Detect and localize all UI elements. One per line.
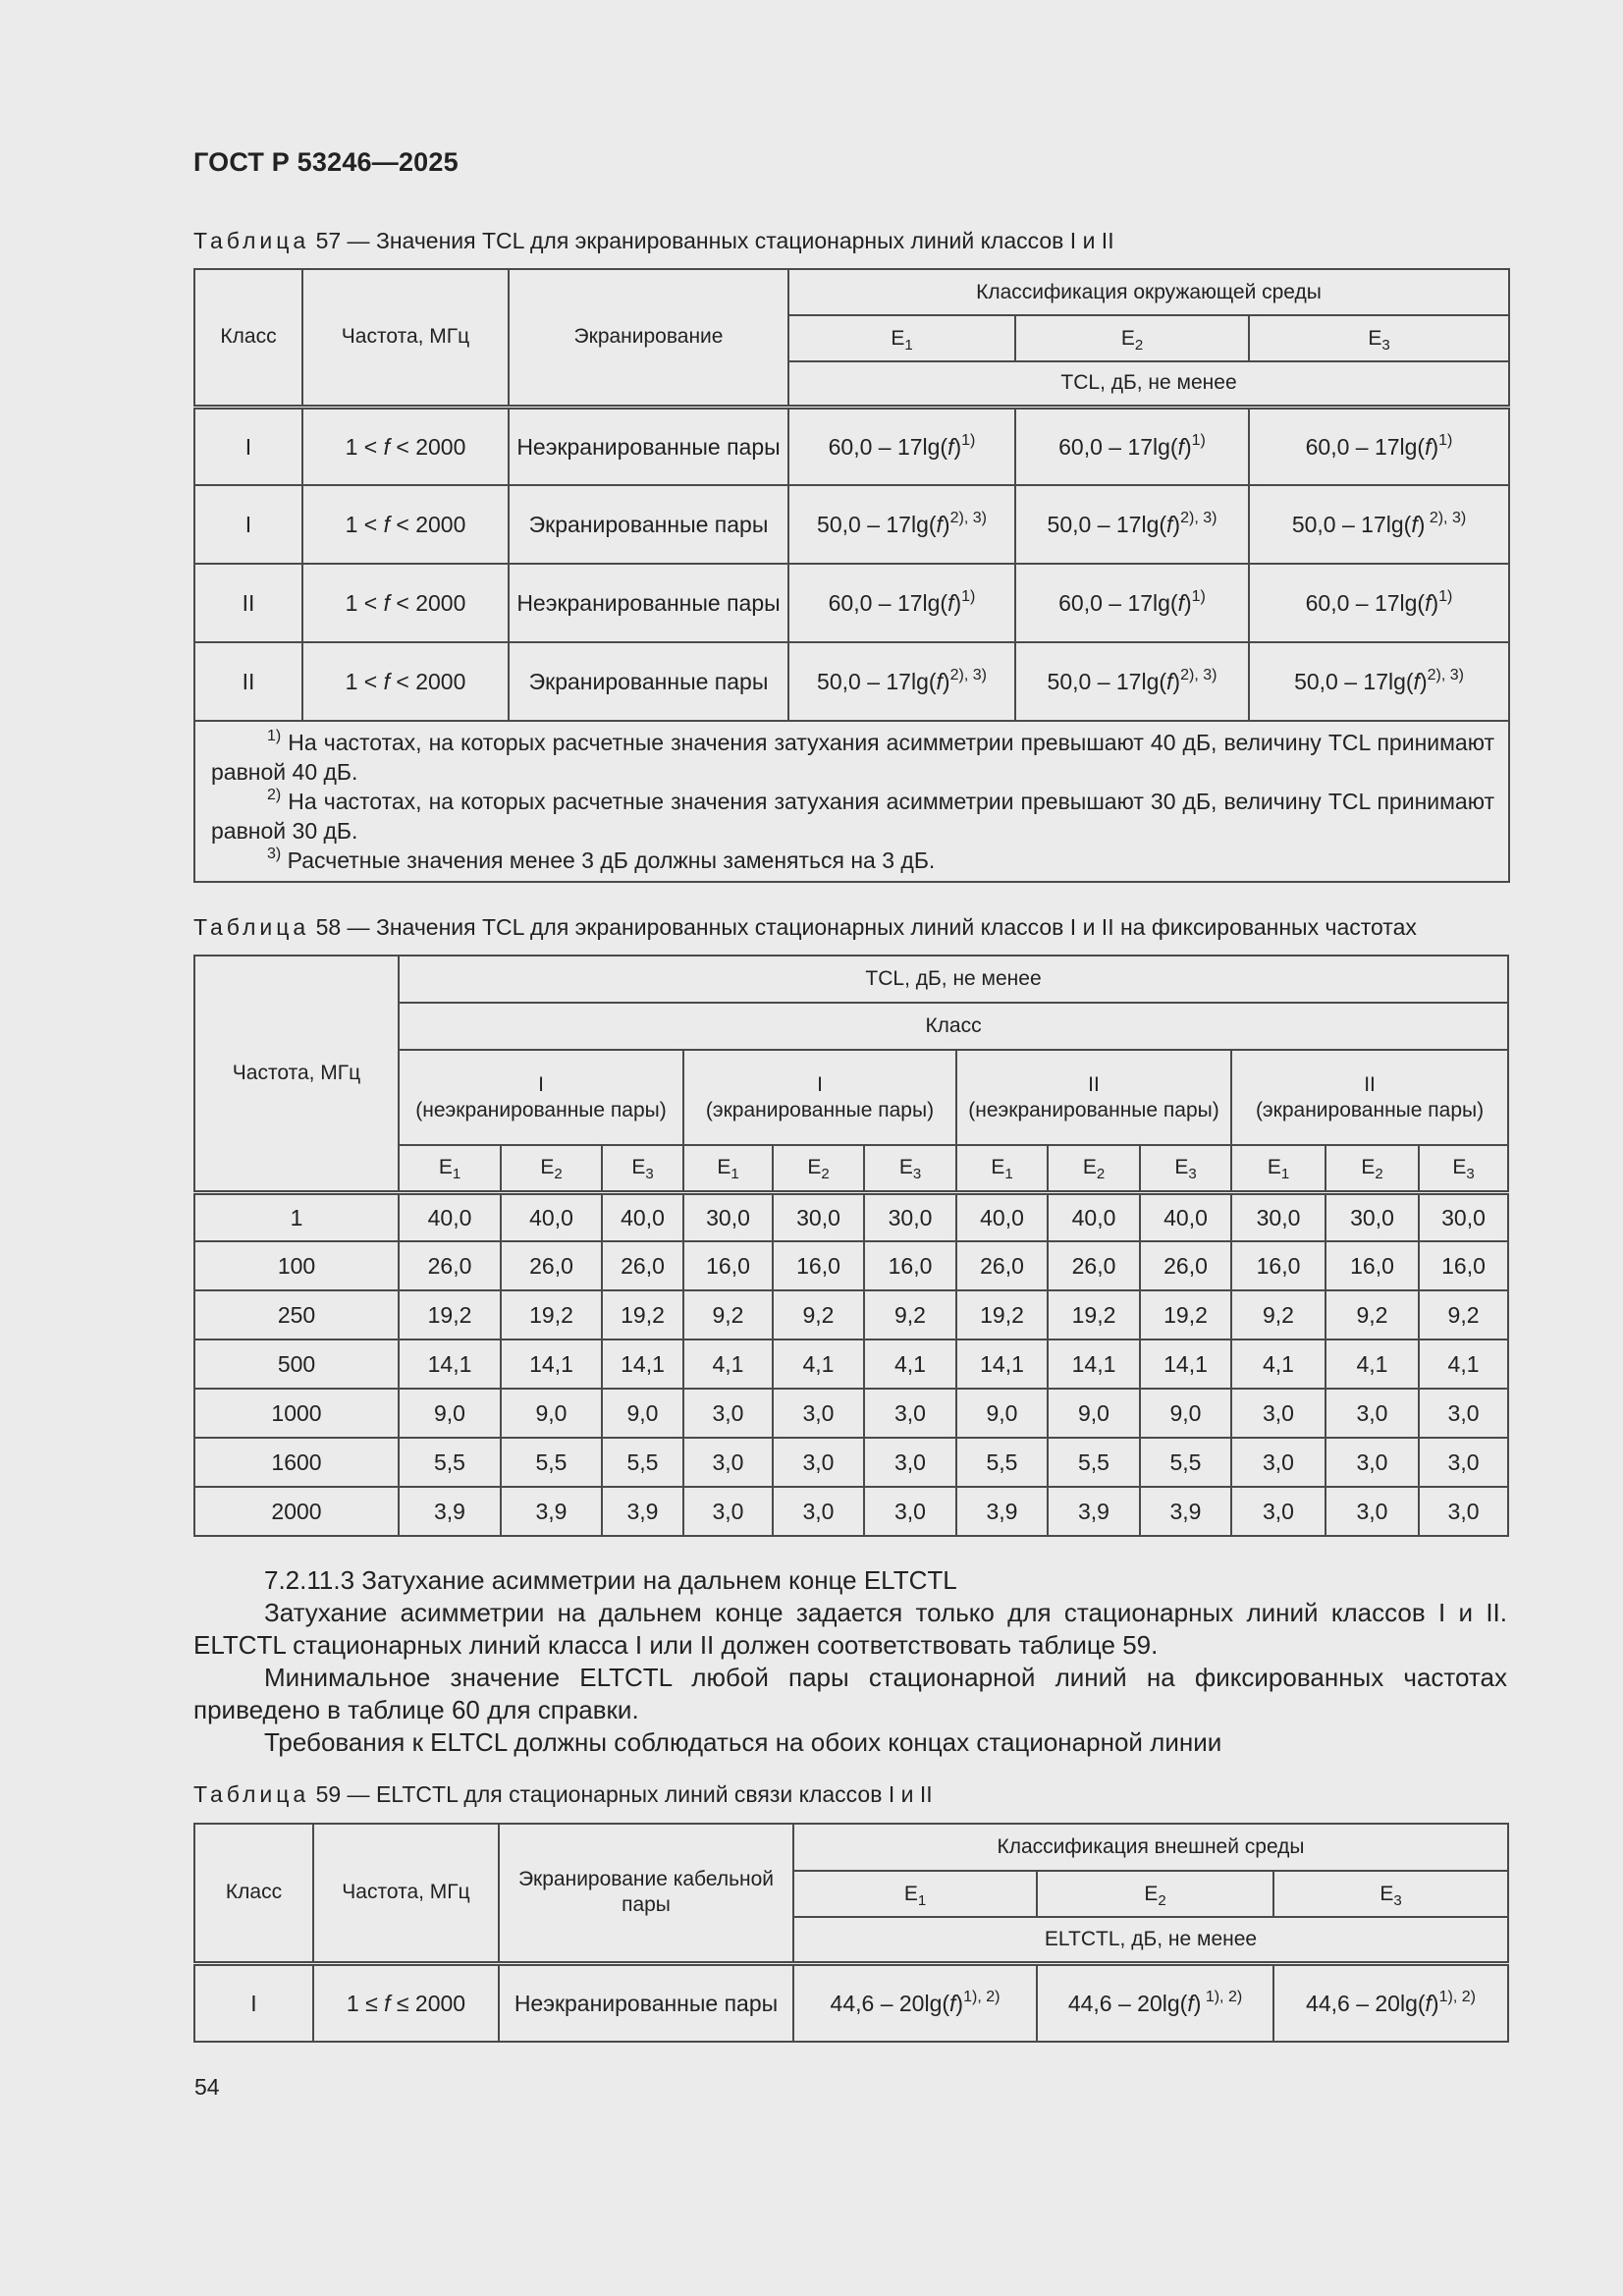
table58-frequency-cell: 250 xyxy=(194,1290,399,1339)
table58-value-cell: 3,0 xyxy=(773,1389,864,1438)
table58-row xyxy=(194,1389,1508,1438)
table58-row xyxy=(194,1339,1508,1389)
table58-value-cell: 3,9 xyxy=(602,1487,683,1536)
table58-group-1: I (неэкранированные пары) xyxy=(399,1050,683,1145)
table58-frequency-cell: 500 xyxy=(194,1339,399,1389)
table58-value-cell: 3,0 xyxy=(864,1438,956,1487)
table58-value-cell: 3,0 xyxy=(683,1389,773,1438)
table58-value-cell: 9,0 xyxy=(399,1389,501,1438)
table57-header-unit: TCL, дБ, не менее xyxy=(788,361,1509,407)
table58-value-cell: 16,0 xyxy=(1325,1241,1419,1290)
table58-value-cell: 40,0 xyxy=(399,1192,501,1241)
table57-note-1: $^{1)}$ На частотах, на которых расчетные значения затухания асимметрии превышают 40 дБ, величину TCL принимают равной 40 дБ. xyxy=(211,728,1495,785)
table58-value-cell: 30,0 xyxy=(1231,1192,1325,1241)
table58-value-cell: 4,1 xyxy=(1325,1339,1419,1389)
table58-value-cell: 26,0 xyxy=(602,1241,683,1290)
table58-value-cell: 3,0 xyxy=(1231,1438,1325,1487)
table57-note-3: $^{3)}$ Расчетные значения менее 3 дБ должны заменяться на 3 дБ. xyxy=(267,846,936,873)
table58-value-cell: 3,0 xyxy=(1231,1389,1325,1438)
table58-value-cell: 14,1 xyxy=(399,1339,501,1389)
section-paragraph: Затухание асимметрии на дальнем конце задается только для стационарных линий классов I и II. ELTCTL стационарных линий класса I или II должен соответствовать таблице 59. xyxy=(193,1598,1507,1660)
section-heading: 7.2.11.3 Затухание асимметрии на дальнем конце ELTCTL xyxy=(264,1565,957,1595)
table57-note-2: $^{2)}$ На частотах, на которых расчетные значения затухания асимметрии превышают 30 дБ, величину TCL принимают равной 30 дБ. xyxy=(211,787,1495,844)
table59-header-class: Класс xyxy=(194,1824,313,1963)
table58-value-cell: 9,0 xyxy=(1140,1389,1231,1438)
table58-value-cell: 3,0 xyxy=(1419,1389,1508,1438)
table58-value-cell: 3,0 xyxy=(864,1389,956,1438)
table58-value-cell: 4,1 xyxy=(864,1339,956,1389)
table58-value-cell: 5,5 xyxy=(956,1438,1048,1487)
table58-value-cell: 3,0 xyxy=(864,1487,956,1536)
document-header: ГОСТ Р 53246—2025 xyxy=(193,147,459,177)
table58-value-cell: 5,5 xyxy=(1140,1438,1231,1487)
table58-value-cell: 9,0 xyxy=(1048,1389,1140,1438)
table58-value-cell: 3,9 xyxy=(399,1487,501,1536)
table58-value-cell: 9,2 xyxy=(1325,1290,1419,1339)
table59-header-screening: Экранирование кабельной пары xyxy=(499,1824,793,1963)
table58-value-cell: 5,5 xyxy=(399,1438,501,1487)
table57-header-e1: $E_1$ xyxy=(788,315,1015,361)
table58-group-3: II (неэкранированные пары) xyxy=(956,1050,1231,1145)
table57-header-screening: Экранирование xyxy=(509,269,788,407)
table58-value-cell: 3,0 xyxy=(1419,1487,1508,1536)
table58-value-cell: 9,2 xyxy=(683,1290,773,1339)
table58-frequency-cell: 1000 xyxy=(194,1389,399,1438)
table58-row xyxy=(194,1192,1508,1241)
table58-value-cell: 16,0 xyxy=(1419,1241,1508,1290)
table58-value-cell: 26,0 xyxy=(956,1241,1048,1290)
table58-value-cell: 19,2 xyxy=(1048,1290,1140,1339)
table58-value-cell: 9,2 xyxy=(1419,1290,1508,1339)
table58-value-cell: 3,9 xyxy=(956,1487,1048,1536)
table59-header-e1: $E_1$ xyxy=(793,1871,1037,1917)
table58-value-cell: 3,0 xyxy=(773,1487,864,1536)
table58-value-cell: 14,1 xyxy=(1048,1339,1140,1389)
table58-value-cell: 14,1 xyxy=(501,1339,602,1389)
table57-header-frequency: Частота, МГц xyxy=(302,269,509,407)
table58-value-cell: 19,2 xyxy=(399,1290,501,1339)
table58-row xyxy=(194,1438,1508,1487)
table58-frequency-cell: 2000 xyxy=(194,1487,399,1536)
table58-group-2: I (экранированные пары) xyxy=(683,1050,956,1145)
table58-frequency-cell: 100 xyxy=(194,1241,399,1290)
table58-row xyxy=(194,1241,1508,1290)
table58-caption: Таблица 58 — Значения TCL для экранированных стационарных линий классов I и II на фиксированных частотах xyxy=(193,914,1417,940)
table59 xyxy=(193,1823,1509,2043)
table58-value-cell: 3,0 xyxy=(1419,1438,1508,1487)
table58-value-cell: 3,0 xyxy=(1325,1438,1419,1487)
table58-value-cell: 30,0 xyxy=(683,1192,773,1241)
section-paragraph: Требования к ELTCL должны соблюдаться на обоих концах стационарной линии xyxy=(264,1727,1222,1757)
table57-caption: Таблица 57 — Значения TCL для экранированных стационарных линий классов I и II xyxy=(193,228,1114,253)
table58-value-cell: 3,9 xyxy=(501,1487,602,1536)
table58-value-cell: 30,0 xyxy=(1325,1192,1419,1241)
table58-value-cell: 9,0 xyxy=(956,1389,1048,1438)
table58 xyxy=(193,955,1509,1537)
table59-caption: Таблица 59 — ELTCTL для стационарных линий связи классов I и II xyxy=(193,1781,933,1807)
table58-value-cell: 14,1 xyxy=(1140,1339,1231,1389)
table58-value-cell: 40,0 xyxy=(1048,1192,1140,1241)
table58-value-cell: 3,0 xyxy=(773,1438,864,1487)
table57-row: I 1 < f < 2000 Неэкранированные пары $60,0 - 17\lg(f)^{1)}$ $60,0 - 17\lg(f)^{1)}$ $60,0 - 17\lg(f)^{1)}$ xyxy=(194,407,1509,485)
section-text xyxy=(193,1564,1507,1759)
page-number: 54 xyxy=(194,2074,220,2100)
table58-value-cell: 9,2 xyxy=(864,1290,956,1339)
table58-value-cell: 30,0 xyxy=(1419,1192,1508,1241)
table58-value-cell: 16,0 xyxy=(683,1241,773,1290)
table58-value-cell: 26,0 xyxy=(399,1241,501,1290)
table59-header-e2: $E_2$ xyxy=(1037,1871,1273,1917)
table58-row xyxy=(194,1290,1508,1339)
table58-value-cell: 40,0 xyxy=(956,1192,1048,1241)
table58-value-cell: 3,0 xyxy=(1325,1487,1419,1536)
table58-frequency-cell: 1600 xyxy=(194,1438,399,1487)
table58-value-cell: 9,2 xyxy=(1231,1290,1325,1339)
table58-value-cell: 3,0 xyxy=(1325,1389,1419,1438)
table57-header-environment: Классификация окружающей среды xyxy=(788,269,1509,315)
table58-value-cell: 19,2 xyxy=(956,1290,1048,1339)
table58-value-cell: 14,1 xyxy=(602,1339,683,1389)
table58-body xyxy=(194,1192,1508,1536)
table58-value-cell: 30,0 xyxy=(864,1192,956,1241)
table58-value-cell: 9,2 xyxy=(773,1290,864,1339)
table58-value-cell: 4,1 xyxy=(683,1339,773,1389)
table58-value-cell: 3,0 xyxy=(683,1487,773,1536)
table57-row: II 1 < f < 2000 Экранированные пары $50,0 - 17\lg(f)^{2), 3)}$ $50,0 - 17\lg(f)^{2), 3)}$ $50,0 - 17\lg(f)^{2), 3)}$ xyxy=(194,642,1509,721)
table58-value-cell: 40,0 xyxy=(1140,1192,1231,1241)
table58-value-cell: 26,0 xyxy=(1140,1241,1231,1290)
table58-value-cell: 40,0 xyxy=(602,1192,683,1241)
table58-value-cell: 5,5 xyxy=(1048,1438,1140,1487)
table57-row: I 1 < f < 2000 Экранированные пары $50,0 - 17\lg(f)^{2), 3)}$ $50,0 - 17\lg(f)^{2), 3)}$ 50,0 – 17lg(f) $^{2), 3)}$ xyxy=(194,485,1509,564)
table57-header-class: Класс xyxy=(194,269,302,407)
table59-header-e3: $E_3$ xyxy=(1273,1871,1508,1917)
table58-value-cell: 4,1 xyxy=(1419,1339,1508,1389)
table59-row: I 1 ≤ f ≤ 2000 Неэкранированные пары $44,6 - 20\lg(f)^{1), 2)}$ 44,6 – 20lg(f) $^{1), 2)}$ $44,6 - 20\lg(f)^{1), 2)}$ xyxy=(194,1963,1508,2042)
table58-value-cell: 40,0 xyxy=(501,1192,602,1241)
table57 xyxy=(193,268,1510,883)
table58-row xyxy=(194,1487,1508,1536)
table58-value-cell: 9,0 xyxy=(602,1389,683,1438)
section-paragraph: Минимальное значение ELTCTL любой пары стационарной линий на фиксированных частотах приведено в таблице 60 для справки. xyxy=(193,1663,1507,1724)
table57-notes xyxy=(194,721,1509,882)
table58-frequency-cell: 1 xyxy=(194,1192,399,1241)
table59-header-unit: ELTCTL, дБ, не менее xyxy=(793,1917,1508,1963)
table57-row: II 1 < f < 2000 Неэкранированные пары $60,0 - 17\lg(f)^{1)}$ $60,0 - 17\lg(f)^{1)}$ $60,0 - 17\lg(f)^{1)}$ xyxy=(194,564,1509,642)
table58-value-cell: 16,0 xyxy=(1231,1241,1325,1290)
table58-value-cell: 5,5 xyxy=(602,1438,683,1487)
table57-header-e2: $E_2$ xyxy=(1015,315,1249,361)
table58-value-cell: 3,9 xyxy=(1048,1487,1140,1536)
table59-header-environment: Классификация внешней среды xyxy=(793,1824,1508,1871)
table58-header-class: Класс xyxy=(399,1003,1508,1050)
table58-value-cell: 16,0 xyxy=(773,1241,864,1290)
table58-header-frequency: Частота, МГц xyxy=(194,956,399,1192)
table58-value-cell: 19,2 xyxy=(1140,1290,1231,1339)
table59-header-frequency: Частота, МГц xyxy=(313,1824,499,1963)
table58-value-cell: 3,9 xyxy=(1140,1487,1231,1536)
table58-value-cell: 19,2 xyxy=(602,1290,683,1339)
table58-value-cell: 30,0 xyxy=(773,1192,864,1241)
table58-value-cell: 4,1 xyxy=(1231,1339,1325,1389)
table57-header-e3: $E_3$ xyxy=(1249,315,1509,361)
table58-group-4: II (экранированные пары) xyxy=(1231,1050,1508,1145)
table58-value-cell: 4,1 xyxy=(773,1339,864,1389)
table58-value-cell: 9,0 xyxy=(501,1389,602,1438)
table58-value-cell: 19,2 xyxy=(501,1290,602,1339)
table58-value-cell: 14,1 xyxy=(956,1339,1048,1389)
table58-value-cell: 26,0 xyxy=(501,1241,602,1290)
table58-value-cell: 5,5 xyxy=(501,1438,602,1487)
table58-value-cell: 3,0 xyxy=(683,1438,773,1487)
table58-value-cell: 3,0 xyxy=(1231,1487,1325,1536)
table58-value-cell: 26,0 xyxy=(1048,1241,1140,1290)
table58-env-header-row: $E_1$ $E_2$ $E_3$ $E_1$ $E_2$ $E_3$ $E_1$ $E_2$ $E_3$ $E_1$ $E_2$ $E_3$ xyxy=(194,1145,1508,1192)
table58-value-cell: 16,0 xyxy=(864,1241,956,1290)
table58-header-unit: TCL, дБ, не менее xyxy=(399,956,1508,1003)
